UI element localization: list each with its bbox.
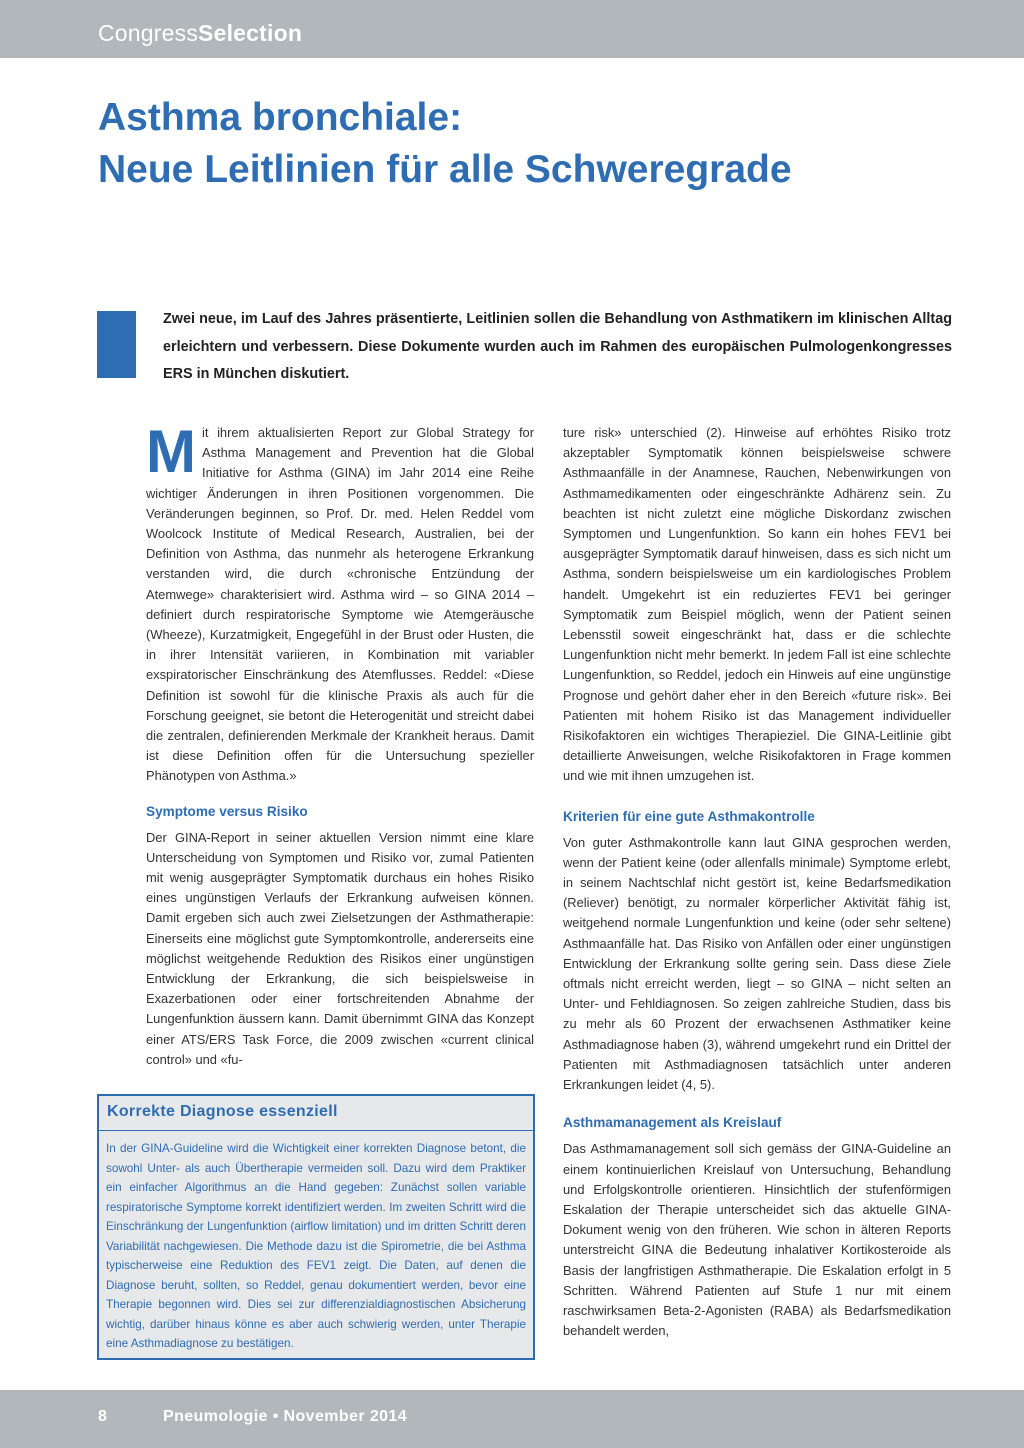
section-text-kreislauf: Das Asthmamanagement soll sich gemäss der GINA-Guideline an einem kontinuierlichen Kreislauf von Untersuchung, Behandlung und Erfolgskontrolle orientieren. Hinsichtlich der stufenförmigen Eskalation der Therapie unterscheidet sich das aktuelle GINA-Dokument wenig von den früheren. Wie schon in älteren Reports unterstreicht GINA die Bedeutung inhalativer Kortikosteroide als Basis der langfristigen Asthmatherapie. Die Eskalation erfolgt in 5 Schritten. Während Patienten auf Stufe 1 nur mit einem raschwirksamen Beta-2-Agonisten (RABA) als Bedarfsmedikation behandelt werden,	[563, 1141, 951, 1339]
brand-bold: Selection	[198, 20, 303, 46]
page-number: 8	[98, 1408, 107, 1425]
brand-label	[98, 19, 302, 47]
section-heading-symptome: Symptome versus Risiko	[146, 803, 308, 819]
lead-paragraph: Zwei neue, im Lauf des Jahres präsentierte, Leitlinien sollen die Behandlung von Asthmatikern im klinischen Alltag erleichtern und verbessern. Diese Dokumente wurden auch im Rahmen des europäischen Pulmologenkongresses ERS in München diskutiert.	[163, 311, 952, 382]
section-text-symptome: Der GINA-Report in seiner aktuellen Version nimmt eine klare Unterscheidung von Symptomen und Risiko vor, zumal Patienten mit wenig ausgeprägter Symptomatik durchaus ein hohes Risiko eines ungünstigen Verlaufs der Erkrankung aufweisen können. Damit ergeben sich auch zwei Zielsetzungen der Asthmatherapie: Einerseits eine möglichst gute Symptomkontrolle, andererseits eine möglichst weitgehende Reduktion des Risikos einer ungünstigen Entwicklung der Erkrankung, die sich beispielsweise in Exazerbationen oder einer fortschreitenden Abnahme der Lungenfunktion äussern kann. Damit übernimmt GINA das Konzept einer ATS/ERS Task Force, die 2009 zwischen «current clinical control» und «fu-	[146, 829, 534, 1067]
right-column	[563, 423, 951, 1341]
article-title	[98, 92, 978, 196]
section-heading-kreislauf: Asthmamanagement als Kreislauf	[563, 1115, 782, 1131]
title-line-1: Asthma bronchiale:	[98, 96, 463, 139]
intro-paragraph	[146, 418, 534, 787]
info-box-text: In der GINA-Guideline wird die Wichtigkeit einer korrekten Diagnose betont, die sowohl Unter- als auch Übertherapie vermeiden soll. Dazu wird dem Praktiker ein einfacher Algorithmus an die Hand gegeben: Zunächst sollen variable respiratorische Symptome korrekt identifiziert werden. Im zweiten Schritt wird die Einschränkung der Lungenfunktion (airflow limitation) und im dritten Schritt deren Variabilität nachgewiesen. Die Methode dazu ist die Spirometrie, die bei Asthma typischerweise eine Reduktion des FEV1 zeigt. Die Daten, auf denen die Diagnose beruht, sollten, so Reddel, genau dokumentiert werden, bevor eine Therapie begonnen wird. Dies sei zur differenzialdiagnostischen Absicherung wichtig, darüber hinaus könne es aber auch schwierig werden, unter Therapie eine Asthmadiagnose zu bestätigen.	[106, 1142, 526, 1350]
title-line-2: Neue Leitlinien für alle Schweregrade	[98, 148, 792, 191]
drop-cap: M	[146, 418, 196, 485]
intro-text: it ihrem aktualisierten Report zur Global Strategy for Asthma Management and Prevention hat die Global Initiative for Asthma (GINA) im Jahr 2014 eine Reihe wichtiger Änderungen in ihren Positionen vorgenommen. Die Veränderungen beginnen, so Prof. Dr. med. Helen Reddel vom Woolcock Institute of Medical Research, Australien, bei der Definition von Asthma, das nunmehr als heterogene Erkrankung verstanden wird, die durch «chronische Entzündung der Atemwege» charakterisiert wird. Asthma wird – so GINA 2014 – definiert durch respiratorische Symptome wie Atemgeräusche (Wheeze), Kurzatmigkeit, Engegefühl in der Brust oder Husten, die in ihrer Intensität variieren, in Kombination mit variabler exspiratorischer Einschränkung des Atemflusses. Reddel: «Diese Definition ist sowohl für die klinische Praxis als auch für die Forschung geeignet, sie betont die Heterogenität und streicht dabei die zentralen, definierenden Merkmale der Krankheit heraus. Damit ist diese Definition offen für die Untersuchung spezieller Phänotypen von Asthma.»	[146, 425, 534, 784]
journal-issue: Pneumologie • November 2014	[163, 1408, 408, 1425]
header-bar	[0, 0, 1024, 58]
left-column	[146, 418, 534, 1070]
section-text-kriterien: Von guter Asthmakontrolle kann laut GINA gesprochen werden, wenn der Patient keine (oder allenfalls minimale) Symptome erlebt, in seinem Nachtschlaf nicht gestört ist, keine Bedarfsmedikation (Reliever) benötigt, zu normaler körperlicher Aktivität fähig ist, weitgehend normale Lungenfunktion und keine (oder sehr seltene) Asthmaanfälle hat. Das Risiko von Anfällen oder einer ungünstigen Entwicklung der Erkrankung sollte gering sein. Dass diese Ziele oftmals nicht erreicht werden, liegt – so GINA – nicht selten an Unter- und Fehldiagnosen. So zeigen zahlreiche Studien, dass bis zu mehr als 60 Prozent der erwachsenen Asthmatiker keine Asthmadiagnose haben (3), während umgekehrt rund ein Drittel der Patienten mit Asthmadiagnosen tatsächlich unter anderen Erkrankungen leidet (4, 5).	[563, 834, 951, 1093]
info-box	[97, 1094, 535, 1360]
info-box-divider	[99, 1130, 533, 1131]
info-box-title: Korrekte Diagnose essenziell	[107, 1103, 338, 1120]
footer-bar	[0, 1390, 1024, 1448]
brand-light: Congress	[98, 20, 199, 46]
continued-paragraph: ture risk» unterschied (2). Hinweise auf erhöhtes Risiko trotz akzeptabler Symptomatik können beispielsweise schwere Asthmaanfälle in der Anamnese, Rauchen, Nebenwirkungen von Asthmamedikamenten oder eingeschränkte Adhärenz sein. Zu beachten ist nicht zuletzt eine mögliche Diskordanz zwischen Symptomen und Lungenfunktion. So kann ein hohes FEV1 bei ausgeprägter Symptomatik darauf hinweisen, dass es sich nicht um Asthma, sondern beispielsweise um ein kardiologisches Problem handelt. Umgekehrt ist ein reduziertes FEV1 bei geringer Symptomatik zum Beispiel möglich, wenn der Patient seinen Lebensstil soweit eingeschränkt hat, dass er die schlechte Lungenfunktion nicht mehr bemerkt. In jedem Fall ist eine schlechte Lungenfunktion, so Reddel, jedoch ein Hinweis auf eine ungünstige Prognose und gehört daher eher in den Bereich «future risk». Bei Patienten mit hohem Risiko ist das Management individueller Risikofaktoren ein wichtiges Therapieziel. Die GINA-Leitlinie gibt detaillierte Anweisungen, welche Risikofaktoren in Frage kommen und wie mit ihnen umzugehen ist.	[563, 425, 951, 784]
lead-accent-bar	[97, 311, 136, 378]
section-heading-kriterien: Kriterien für eine gute Asthmakontrolle	[563, 808, 815, 824]
